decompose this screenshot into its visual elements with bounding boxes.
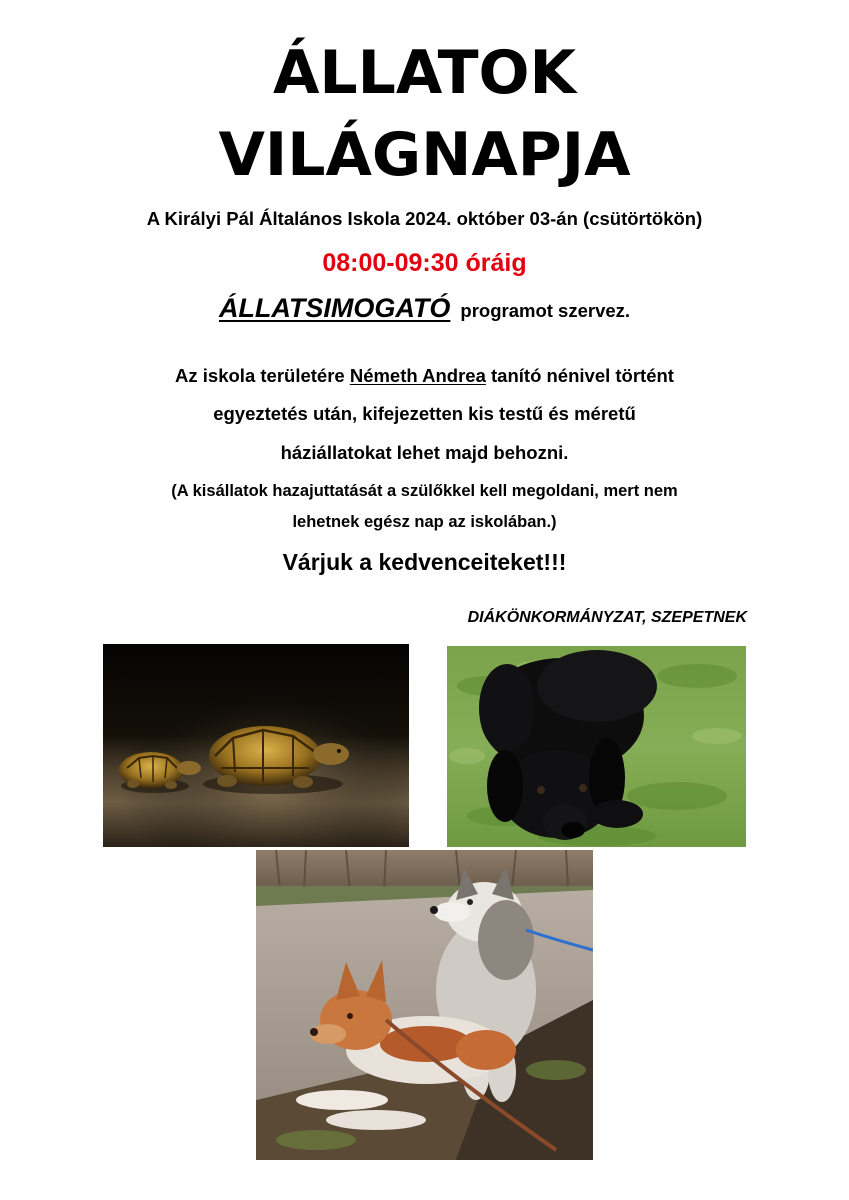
- turtles-photo: [103, 644, 409, 847]
- program-line: [0, 293, 849, 324]
- black-dog-photo: [447, 646, 746, 847]
- teacher-name: Németh Andrea: [349, 365, 486, 386]
- note-line-2: lehetnek egész nap az iskolában.): [292, 513, 557, 531]
- program-rest: programot szervez.: [460, 300, 631, 321]
- two-dogs-photo: [256, 850, 593, 1160]
- event-time-line: 08:00-09:30 óráig: [322, 249, 527, 277]
- event-date-line: A Királyi Pál Általános Iskola 2024. október 03-án (csütörtökön): [146, 208, 703, 229]
- program-name: ÁLLATSIMOGATÓ: [218, 293, 451, 323]
- title-line-1: ÁLLATOK: [272, 38, 577, 108]
- title-line-2: VILÁGNAPJA: [218, 120, 631, 190]
- closing-line: Várjuk a kedvenceiteket!!!: [282, 549, 567, 575]
- body-line-3: háziállatokat lehet majd behozni.: [280, 442, 569, 463]
- note-line-1: (A kisállatok hazajuttatását a szülőkkel kell megoldani, mert nem: [171, 482, 678, 500]
- body-line-1: [0, 365, 849, 387]
- body-line-1-after: tanító nénivel történt: [485, 365, 674, 386]
- signature: DIÁKÖNKORMÁNYZAT, SZEPETNEK: [467, 609, 747, 626]
- body-line-1-before: Az iskola területére: [175, 365, 350, 386]
- body-line-2: egyeztetés után, kifejezetten kis testű és méretű: [213, 403, 636, 424]
